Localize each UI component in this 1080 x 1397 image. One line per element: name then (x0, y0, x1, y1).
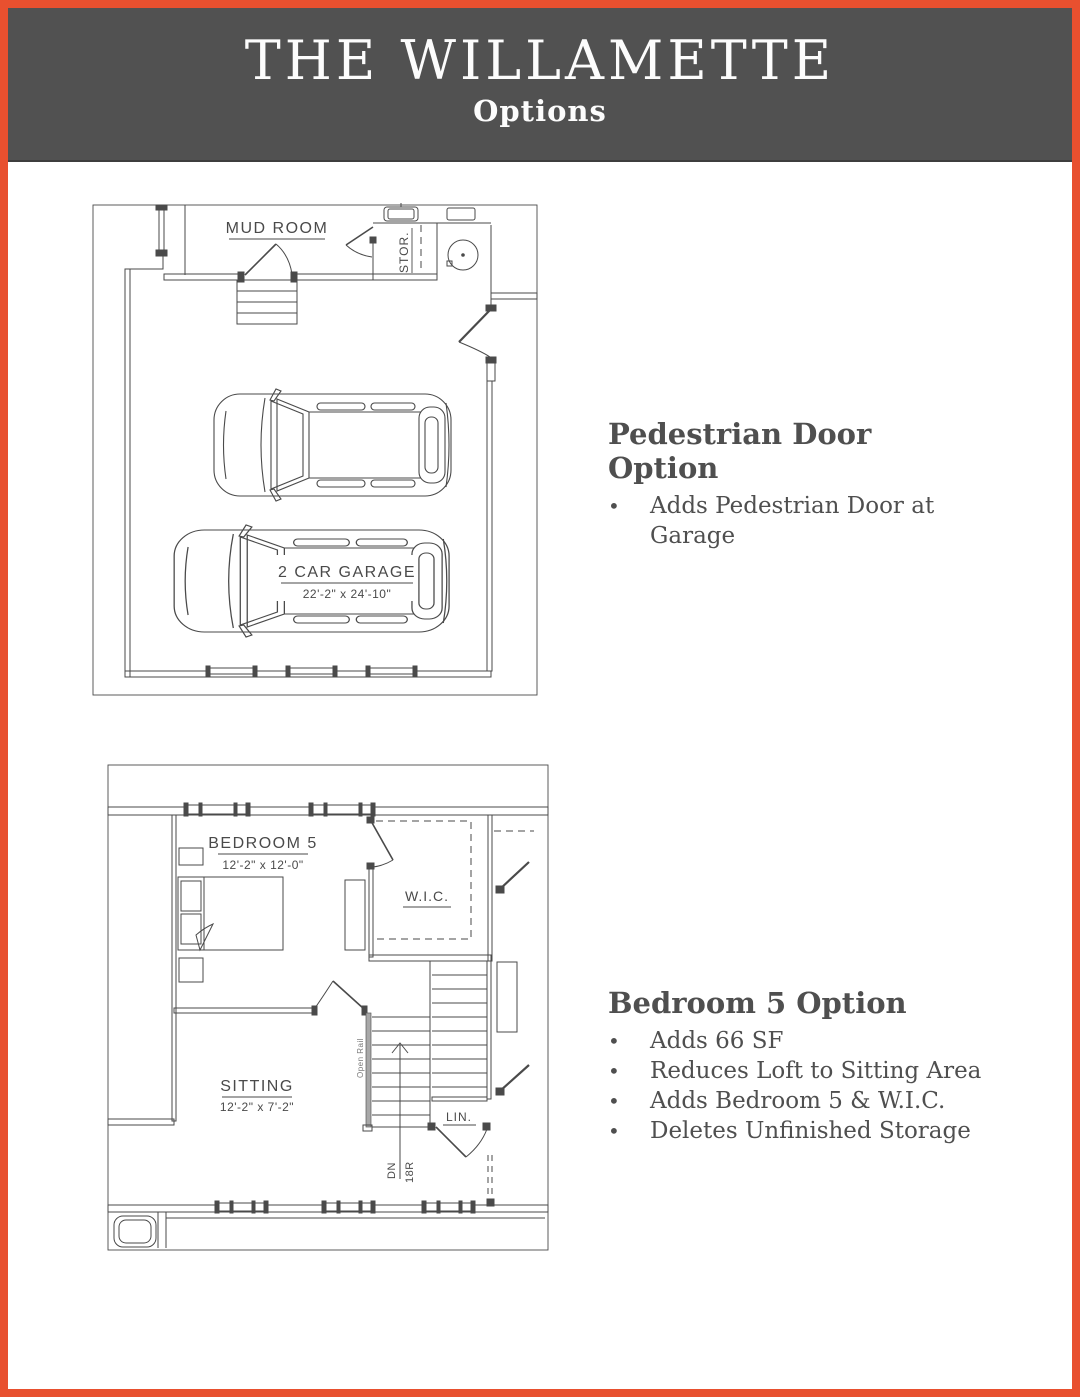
option-bullet-text: Adds 66 SF (650, 1028, 784, 1054)
steps (237, 280, 297, 324)
pedestrian-door-option-section (608, 417, 980, 551)
open-rail-label: Open Rail (356, 1037, 365, 1079)
riser-count-label: 18R (404, 1161, 416, 1183)
option-bullet (608, 491, 980, 551)
wic-label: W.I.C. (404, 888, 450, 904)
option-bullet-list (608, 491, 980, 551)
garage-label: 2 CAR GARAGE (277, 564, 417, 581)
option-bullet (608, 1056, 1008, 1086)
bullet-icon: • (608, 1089, 620, 1113)
option-title: Pedestrian Door Option (608, 417, 872, 485)
option-title: Bedroom 5 Option (608, 986, 907, 1020)
option-bullet-text: Adds Bedroom 5 & W.I.C. (650, 1088, 946, 1114)
option-bullet-list (608, 1026, 1008, 1146)
open-rail (366, 1013, 371, 1127)
first-floor-garage-plan (85, 195, 545, 715)
option-bullet (608, 1116, 1008, 1146)
down-label: DN (386, 1162, 398, 1179)
bullet-icon: • (608, 494, 620, 518)
bedroom5-option-section (608, 986, 1008, 1146)
bullet-icon: • (608, 1059, 620, 1083)
second-floor-bedroom5-plan (100, 755, 550, 1265)
tub-fixture (114, 1216, 156, 1247)
linen-label: LIN. (445, 1110, 473, 1124)
pedestrian-door (459, 299, 496, 381)
bullet-icon: • (608, 1029, 620, 1053)
bedroom5-dimensions: 12'-2" x 12'-0" (222, 858, 304, 872)
storage-label: STOR. (397, 231, 411, 273)
option-bullet-text: Adds Pedestrian Door at Garage (650, 493, 935, 549)
tray-fixture (447, 208, 475, 220)
water-heater-icon (447, 240, 478, 270)
page-subtitle: Options (473, 94, 607, 128)
option-bullet-text: Deletes Unfinished Storage (650, 1118, 971, 1144)
bullet-icon: • (608, 1119, 620, 1143)
garage-walls-group (93, 203, 537, 695)
header-banner (8, 8, 1072, 162)
option-bullet (608, 1086, 1008, 1116)
mud-room-label: MUD ROOM (225, 220, 329, 237)
car-top-view-icon (214, 389, 451, 501)
option-bullet-text: Reduces Loft to Sitting Area (650, 1058, 982, 1084)
bedroom5-walls-group (108, 765, 548, 1250)
bedroom5-label: BEDROOM 5 (208, 835, 318, 852)
sitting-label: SITTING (220, 1078, 294, 1095)
garage-dimensions: 22'-2" x 24'-10" (302, 587, 392, 601)
sitting-dimensions: 12'-2" x 7'-2" (219, 1100, 295, 1114)
utility-sink-icon (384, 203, 418, 221)
option-bullet (608, 1026, 1008, 1056)
stairs (363, 961, 487, 1179)
plan-title: THE WILLAMETTE (244, 29, 836, 92)
dresser (345, 880, 365, 950)
